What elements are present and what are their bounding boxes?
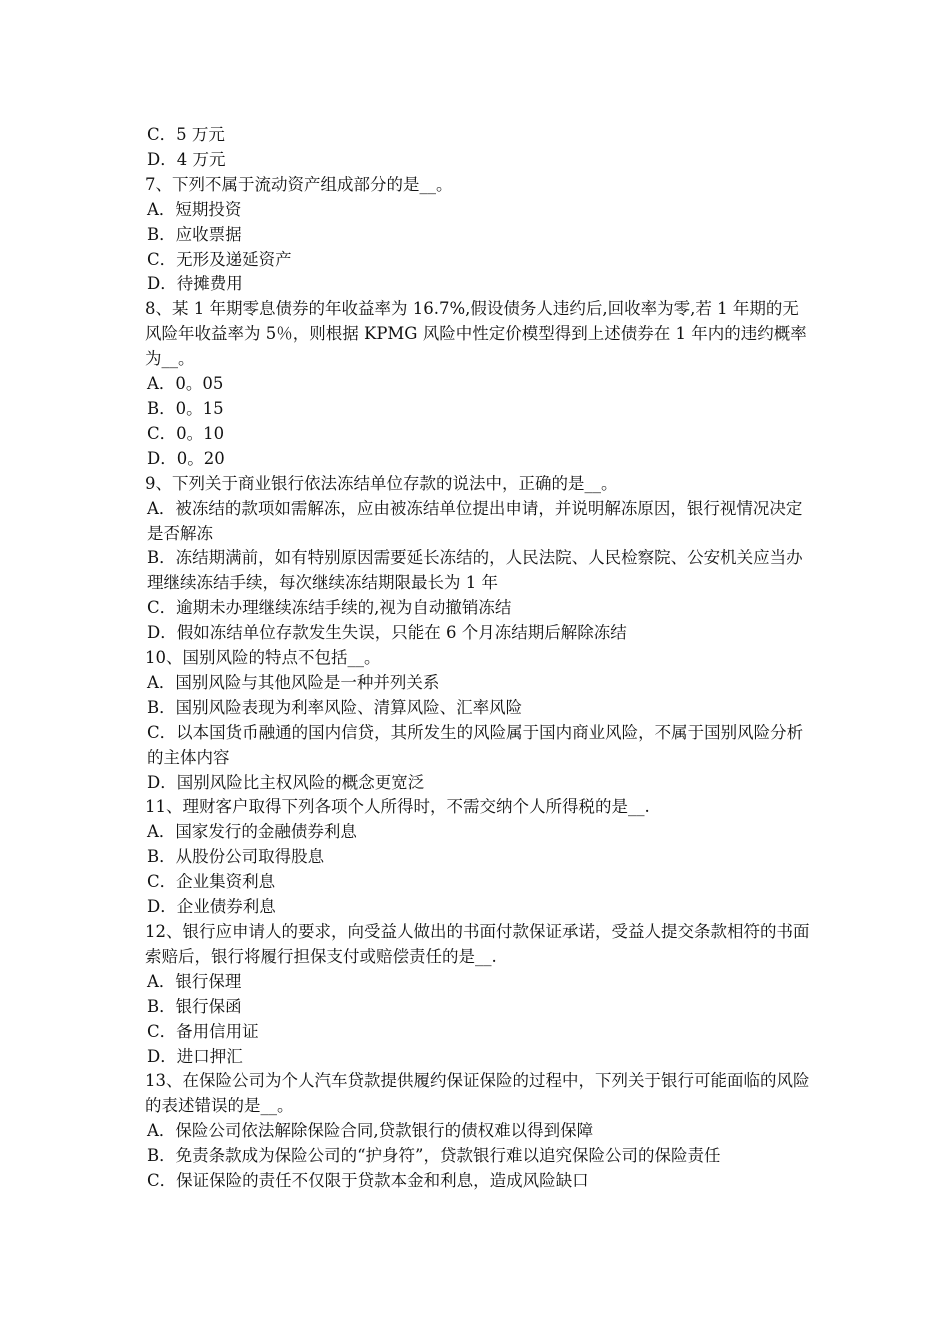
option-line: B．0。15 [147,398,224,418]
question-line: 10、国别风险的特点不包括__。 [145,648,381,668]
option-line: A．短期投资 [147,199,242,219]
question-line: 11、理财客户取得下列各项个人所得时，不需交纳个人所得税的是__. [145,797,650,817]
option-line: D．进口押汇 [147,1046,243,1066]
option-line: C．无形及递延资产 [147,249,292,269]
option-line: D．企业债券利息 [147,897,276,917]
document-page [145,123,810,1194]
option-line: B．免责条款成为保险公司的“护身符”，贷款银行难以追究保险公司的保险责任 [147,1146,721,1166]
question-line: 13、在保险公司为个人汽车贷款提供履约保证保险的过程中，下列关于银行可能面临的风险的表述错误的是__。 [145,1071,810,1116]
option-line: B．从股份公司取得股息 [147,847,325,867]
option-line: B．应收票据 [147,224,242,244]
option-line: C．保证保险的责任不仅限于贷款本金和利息，造成风险缺口 [147,1171,589,1191]
option-line: A．被冻结的款项如需解冻，应由被冻结单位提出申请，并说明解冻原因，银行视情况决定是否解冻 [147,498,803,543]
option-line: B．国别风险表现为利率风险、清算风险、汇率风险 [147,697,523,717]
option-line: D．国别风险比主权风险的概念更宽泛 [147,772,425,792]
option-line: D．假如冻结单位存款发生失误，只能在 6 个月冻结期后解除冻结 [147,623,627,643]
option-line: C．5 万元 [147,125,225,144]
option-line: D．待摊费用 [147,274,243,294]
option-line: C．备用信用证 [147,1021,259,1041]
question-line: 9、下列关于商业银行依法冻结单位存款的说法中，正确的是__。 [145,473,618,493]
question-line: 7、下列不属于流动资产组成部分的是__。 [145,174,453,194]
option-line: D．4 万元 [147,149,226,169]
question-line: 12、银行应申请人的要求，向受益人做出的书面付款保证承诺，受益人提交条款相符的书面索赔后，银行将履行担保支付或赔偿责任的是__. [145,922,810,966]
option-line: C．逾期未办理继续冻结手续的,视为自动撤销冻结 [147,598,512,618]
option-line: C．0。10 [147,423,225,443]
option-line: D．0。20 [147,448,225,468]
option-line: C．以本国货币融通的国内信贷，其所发生的风险属于国内商业风险，不属于国别风险分析的主体内容 [147,722,804,767]
option-line: A．保险公司依法解除保险合同,贷款银行的债权难以得到保障 [147,1121,594,1141]
option-line: A．国家发行的金融债券利息 [147,822,357,842]
option-line: A．银行保理 [147,971,242,991]
option-line: A．0。05 [147,374,224,394]
question-line: 8、某 1 年期零息债券的年收益率为 16.7%,假设债务人违约后,回收率为零,若 1 年期的无风险年收益率为 5％，则根据 KPMG 风险中性定价模型得到上述债券在 1 年内的违约概率为__。 [145,299,807,369]
option-line: B．银行保函 [147,996,242,1016]
option-line: B．冻结期满前，如有特别原因需要延长冻结的，人民法院、人民检察院、公安机关应当办理继续冻结手续，每次继续冻结期限最长为 1 年 [147,548,803,593]
option-line: C．企业集资利息 [147,872,276,892]
option-line: A．国别风险与其他风险是一种并列关系 [147,672,440,692]
